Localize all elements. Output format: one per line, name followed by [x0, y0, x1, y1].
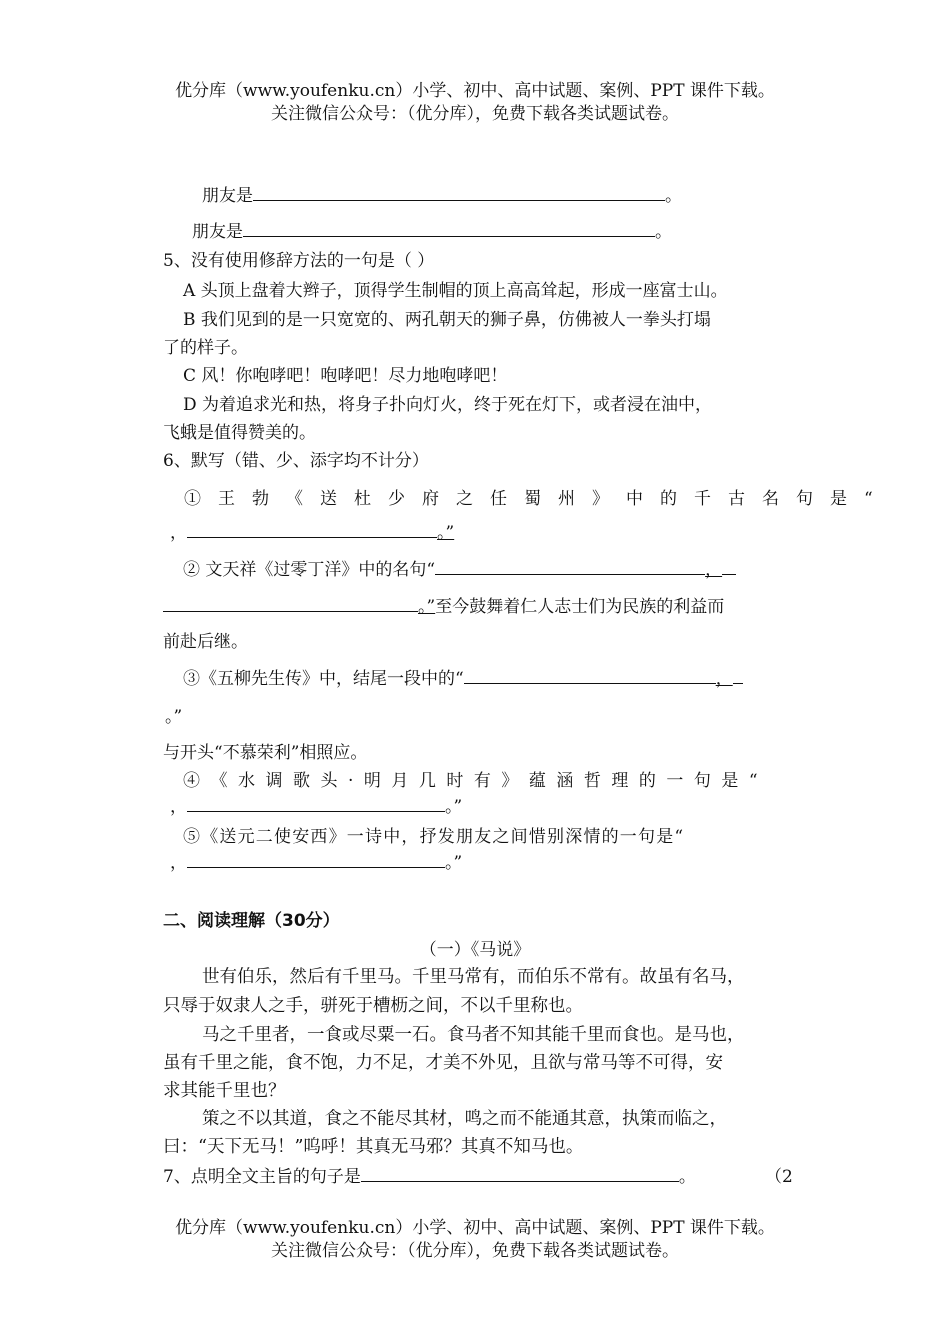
- answer-blank[interactable]: [187, 793, 445, 812]
- q6-item5-comma: ，: [170, 853, 187, 873]
- q6-item2-end: 。”: [418, 597, 436, 617]
- passage-p1-line1: 世有伯乐，然后有千里马。千里马常有，而伯乐不常有。故虽有名马，: [202, 967, 745, 987]
- q7-score: （2: [765, 1167, 793, 1187]
- q6-item5-text: ⑤《送元二使安西》一诗中，抒发朋友之间惜别深情的一句是“: [183, 827, 685, 847]
- section-2-title: 二、阅读理解（30分）: [163, 911, 340, 931]
- answer-blank[interactable]: [435, 556, 705, 575]
- answer-blank[interactable]: [243, 218, 655, 237]
- passage-p2-line3: 求其能千里也？: [163, 1081, 286, 1101]
- passage-p1-line2: 只辱于奴隶人之手，骈死于槽枥之间，不以千里称也。: [163, 996, 583, 1016]
- q6-item2-line2: [163, 592, 724, 617]
- section-2-subtitle: （一）《马说》: [419, 940, 531, 960]
- q5-option-c: C 风！你咆哮吧！咆哮吧！尽力地咆哮吧！: [183, 366, 508, 386]
- q6-item3-comma: ，: [715, 669, 733, 689]
- fill-line-b: [192, 217, 672, 242]
- q6-item1-comma: ，: [170, 523, 187, 543]
- answer-blank-tail: [733, 665, 743, 684]
- q6-item1-end: 。”: [437, 523, 455, 543]
- q6-item3-end: 。”: [165, 707, 183, 727]
- answer-blank[interactable]: [187, 849, 445, 868]
- q6-stem: 6、默写（错、少、添字均不计分）: [163, 451, 429, 471]
- q5-option-b-line2: 了的样子。: [163, 338, 248, 358]
- q7-suffix: 。: [678, 1167, 696, 1187]
- q6-item2-line3: 前赴后继。: [163, 632, 248, 652]
- answer-blank[interactable]: [163, 593, 418, 612]
- fill-line-b-prefix: 朋友是: [192, 222, 243, 242]
- q6-item5-end: 。”: [445, 853, 463, 873]
- q5-stem: 5、没有使用修辞方法的一句是（ ）: [163, 251, 435, 271]
- fill-line-b-suffix: 。: [655, 222, 672, 242]
- q5-option-d-line2: 飞蛾是值得赞美的。: [163, 423, 316, 443]
- q6-item2-tail: 至今鼓舞着仁人志士们为民族的利益而: [435, 597, 725, 617]
- q6-item5-answer: [170, 848, 462, 873]
- answer-blank[interactable]: [361, 1163, 679, 1182]
- q7-prefix: 7、点明全文主旨的句子是: [163, 1167, 361, 1187]
- q6-item4-comma: ，: [170, 797, 187, 817]
- answer-blank-tail: [722, 556, 736, 575]
- passage-p3-line1: 策之不以其道，食之不能尽其材，鸣之而不能通其意，执策而临之，: [202, 1109, 727, 1129]
- q6-item1-answer: [170, 518, 454, 543]
- q6-item2-comma: ，: [705, 560, 723, 580]
- answer-blank[interactable]: [187, 519, 437, 538]
- header-line-1: 优分库（www.youfenku.cn）小学、初中、高中试题、案例、PPT 课件下载。: [175, 81, 775, 101]
- q6-item3-line1: [183, 664, 743, 689]
- q6-item2-line1: [183, 555, 736, 580]
- q6-item4-end: 。”: [445, 797, 463, 817]
- q5-option-a: A 头顶上盘着大辫子，顶得学生制帽的顶上高高耸起，形成一座富士山。: [183, 281, 728, 301]
- footer-line-2: 关注微信公众号：（优分库），免费下载各类试题试卷。: [271, 1241, 679, 1261]
- passage-p2-line2: 虽有千里之能，食不饱，力不足，才美不外见，且欲与常马等不可得，安: [163, 1053, 723, 1073]
- fill-line-a-prefix: 朋友是: [202, 186, 253, 206]
- q7-line: [163, 1162, 696, 1187]
- fill-line-a: [202, 181, 682, 206]
- q5-option-d-line1: D 为着追求光和热，将身子扑向灯火，终于死在灯下，或者浸在油中，: [183, 395, 713, 415]
- passage-p3-line2: 曰：“天下无马！”呜呼！其真无马邪？其真不知马也。: [163, 1137, 584, 1157]
- q5-option-b-line1: B 我们见到的是一只宽宽的、两孔朝天的狮子鼻，仿佛被人一拳头打塌: [183, 310, 711, 330]
- answer-blank[interactable]: [253, 182, 665, 201]
- passage-p2-line1: 马之千里者，一食或尽粟一石。食马者不知其能千里而食也。是马也，: [202, 1025, 745, 1045]
- answer-blank[interactable]: [464, 665, 716, 684]
- q6-item2-text: ② 文天祥《过零丁洋》中的名句“: [183, 560, 436, 580]
- q6-item3-text: ③《五柳先生传》中，结尾一段中的“: [183, 669, 464, 689]
- q6-item4-text: ④《水调歌头·明月几时有》蕴涵哲理的一句是“: [183, 771, 769, 791]
- fill-line-a-suffix: 。: [665, 186, 682, 206]
- footer-line-1: 优分库（www.youfenku.cn）小学、初中、高中试题、案例、PPT 课件下载。: [175, 1218, 775, 1238]
- q6-item1-text: ①王勃《送杜少府之任蜀州》中的千古名句是“: [184, 489, 890, 509]
- header-line-2: 关注微信公众号：（优分库），免费下载各类试题试卷。: [271, 104, 679, 124]
- q6-item4-answer: [170, 792, 462, 817]
- q6-item3-line3: 与开头“不慕荣利”相照应。: [163, 743, 368, 763]
